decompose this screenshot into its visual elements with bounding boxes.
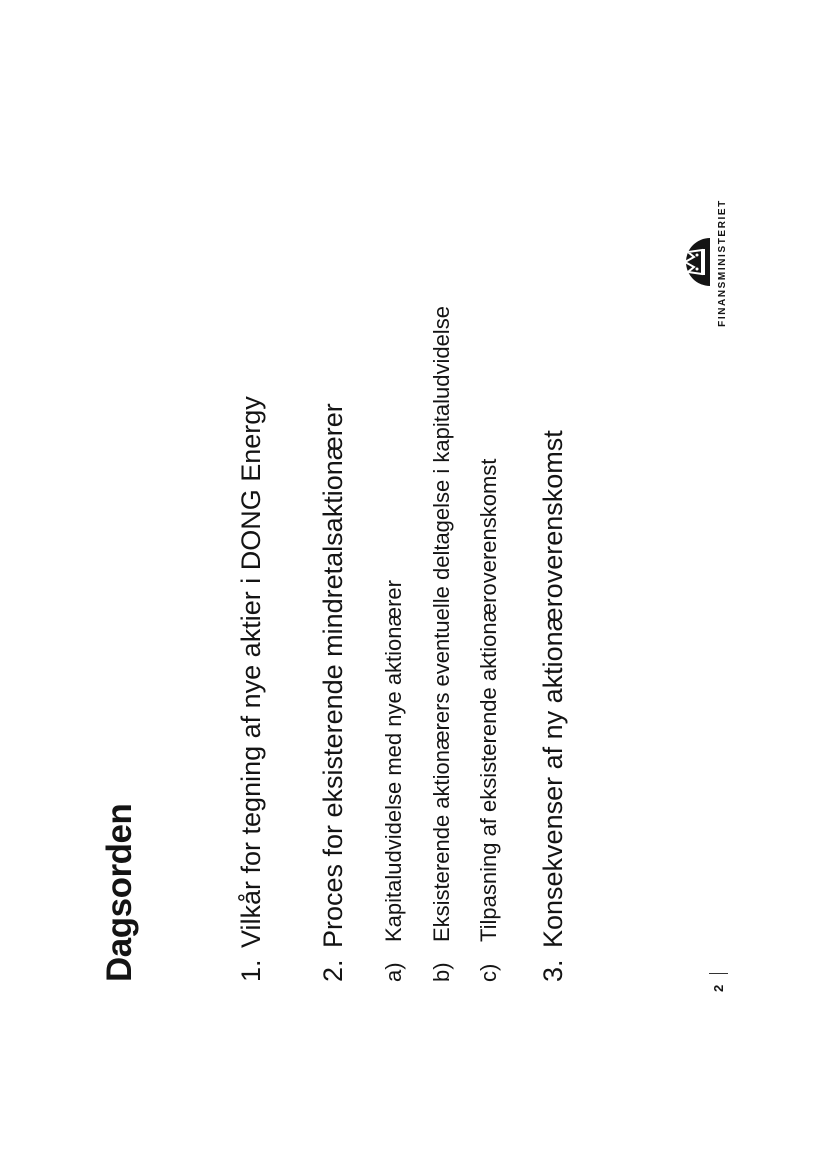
agenda-item-2 [320,403,347,982]
finansministeriet-logo [672,183,742,343]
subitem-letter: a) [381,962,406,982]
agenda-item-text: Vilkår for tegning af nye aktier i DONG Energy [236,396,266,948]
agenda-item-number: 2. [318,959,348,982]
logo-text: FINANSMINISTERIET [717,199,728,327]
agenda-item-1 [238,396,265,982]
agenda-subitem-b [431,306,453,982]
subitem-letter: b) [429,962,454,982]
agenda-item-number: 1. [236,959,266,982]
crown-emblem-icon [672,236,712,288]
agenda-subitem-c [478,459,500,982]
agenda-item-3 [540,430,567,982]
page-number: 2 [711,984,726,992]
subitem-text: Tilpasning af eksisterende aktionæroverenskomst [476,458,501,942]
agenda-item-text: Konsekvenser af ny aktionæroverenskomst [538,430,568,948]
slide-title: Dagsorden [100,803,139,982]
page-number-divider [709,973,728,974]
agenda-item-number: 3. [538,959,568,982]
subitem-text: Eksisterende aktionærers eventuelle deltagelse i kapitaludvidelse [429,306,454,942]
agenda-subitem-a [383,580,405,982]
subitem-letter: c) [476,963,501,982]
agenda-item-text: Proces for eksisterende mindretalsaktionærer [318,403,348,948]
subitem-text: Kapitaludvidelse med nye aktionærer [381,580,406,942]
